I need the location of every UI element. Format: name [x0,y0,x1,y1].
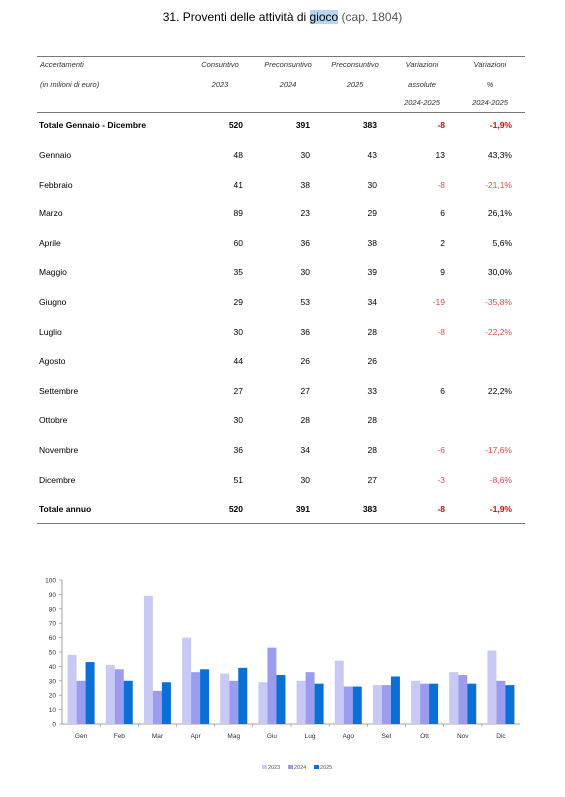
cell-v2025: 38 [367,238,377,248]
bar-2023-Dic [487,651,496,724]
bar-2023-Mar [144,596,153,724]
bar-2025-Giu [276,675,285,724]
row-label: Aprile [39,238,61,248]
header-preconsuntivo-2024: Preconsuntivo [264,60,312,69]
cell-abs: -8 [437,327,445,337]
cell-abs: 13 [435,150,445,160]
x-tick-label: Ott [420,733,429,740]
cell-pct: -35,8% [485,297,512,307]
cell-v2023: 48 [233,150,243,160]
legend-label-2025: 2025 [320,765,333,771]
x-tick-label: Feb [113,733,125,740]
y-tick-label: 0 [52,721,56,729]
row-label: Novembre [39,445,79,455]
bar-2024-Set [382,685,391,724]
bar-2025-Apr [200,669,209,724]
cell-pct: 43,3% [487,150,512,160]
page-title [0,10,565,24]
cell-v2023: 35 [233,267,243,277]
row-label: Giugno [39,297,67,307]
bar-chart [0,570,565,797]
cell-pct: -8,6% [489,475,512,485]
table-row [37,150,525,164]
x-tick-label: Lug [304,733,316,740]
bar-2024-Nov [458,675,467,724]
cell-abs: -8 [437,504,445,514]
bar-2024-Mag [229,681,238,724]
row-label: Maggio [39,267,67,277]
row-label: Ottobre [39,415,68,425]
legend-label-2024: 2024 [294,765,307,771]
bar-2024-Mar [153,691,162,724]
bar-2023-Giu [258,682,267,724]
bar-2025-Mar [162,682,171,724]
x-tick-label: Dic [496,733,506,740]
row-label: Marzo [39,208,63,218]
legend-label-2023: 2023 [268,765,281,771]
y-tick-label: 80 [48,606,56,614]
row-label: Totale annuo [39,504,92,514]
bar-2025-Dic [505,685,514,724]
cell-v2023: 89 [233,208,243,218]
bar-2023-Feb [106,665,115,724]
bar-2023-Set [373,685,382,724]
cell-v2024: 30 [300,475,310,485]
x-tick-label: Nov [456,733,469,740]
cell-abs: -8 [437,120,445,130]
legend-swatch-2025 [314,765,319,769]
bar-2024-Ott [420,684,429,724]
header-2025: 2025 [346,80,364,89]
bar-2024-Lug [306,672,315,724]
cell-v2024: 391 [295,504,310,514]
table-row [37,238,525,252]
header-pct-period: 2024-2025 [472,98,508,107]
table-row [37,180,525,194]
y-tick-label: 70 [48,620,56,628]
cell-v2025: 27 [367,475,377,485]
header-variazioni-pct: Variazioni [473,60,507,69]
table-row [37,356,525,370]
cell-v2023: 27 [233,386,243,396]
cell-pct: 26,1% [487,208,512,218]
cell-v2024: 26 [300,356,310,366]
header-2024: 2024 [279,80,297,89]
row-label: Dicembre [39,475,76,485]
cell-v2025: 29 [367,208,377,218]
cell-v2025: 28 [367,445,377,455]
row-label: Gennaio [39,150,72,160]
table-row [37,327,525,341]
cell-abs: 2 [440,238,445,248]
bar-2024-Gen [77,681,86,724]
header-unit: (in milioni di euro) [40,80,100,89]
cell-v2024: 30 [300,267,310,277]
title-text: 31. Proventi delle attività di [162,10,307,24]
cell-pct: 5,6% [492,238,512,248]
y-tick-label: 50 [48,649,56,657]
cell-v2024: 30 [300,150,310,160]
y-tick-label: 10 [48,707,56,715]
cell-v2024: 53 [300,297,310,307]
header-accertamenti: Accertamenti [40,60,84,69]
y-tick-label: 30 [48,678,56,686]
y-tick-label: 60 [48,635,56,643]
header-preconsuntivo-2025: Preconsuntivo [331,60,379,69]
bar-2023-Gen [68,655,77,724]
cell-abs: 6 [440,386,445,396]
title-highlight: gioco [309,10,339,24]
cell-abs: 6 [440,208,445,218]
x-tick-label: Set [381,733,392,740]
bar-2024-Dic [496,681,505,724]
row-label: Febbraio [39,180,73,190]
bar-2023-Ago [335,661,344,724]
cell-v2025: 26 [367,356,377,366]
cell-v2024: 38 [300,180,310,190]
bar-2025-Ago [353,687,362,724]
row-label: Agosto [39,356,66,366]
table-header-rule [37,112,525,113]
cell-v2025: 383 [362,504,377,514]
cell-v2025: 28 [367,415,377,425]
bar-2023-Lug [297,681,306,724]
header-pct: % [486,80,494,89]
bar-2025-Feb [124,681,133,724]
cell-v2023: 29 [233,297,243,307]
row-label: Totale Gennaio - Dicembre [39,120,147,130]
bar-2023-Nov [449,672,458,724]
title-chapter: (cap. 1804) [341,10,403,24]
x-tick-label: Ago [342,733,355,740]
cell-v2023: 520 [228,120,243,130]
bar-2025-Mag [238,668,247,724]
table-top-rule [37,56,525,57]
table-row [37,475,525,489]
cell-v2025: 383 [362,120,377,130]
y-tick-label: 90 [48,591,56,599]
table-row [37,120,525,134]
cell-v2023: 44 [233,356,243,366]
bar-2023-Apr [182,638,191,724]
cell-v2025: 43 [367,150,377,160]
cell-v2023: 520 [228,504,243,514]
cell-pct: -1,9% [489,504,512,514]
cell-v2024: 34 [300,445,310,455]
cell-v2025: 39 [367,267,377,277]
bar-2025-Lug [315,684,324,724]
bar-2025-Nov [467,684,476,724]
x-tick-label: Gen [74,733,88,740]
cell-v2024: 36 [300,238,310,248]
y-tick-label: 20 [48,692,56,700]
bar-2024-Ago [344,687,353,724]
cell-v2025: 30 [367,180,377,190]
table-row [37,415,525,429]
table-row [37,386,525,400]
cell-v2024: 36 [300,327,310,337]
header-consuntivo: Consuntivo [201,60,239,69]
cell-abs: -3 [437,475,445,485]
row-label: Luglio [39,327,62,337]
header-assolute: assolute [408,80,436,89]
x-tick-label: Giu [266,733,277,740]
cell-abs: 9 [440,267,445,277]
cell-v2024: 23 [300,208,310,218]
header-2023: 2023 [211,80,229,89]
bar-2024-Giu [267,648,276,724]
cell-pct: -17,6% [485,445,512,455]
cell-abs: -6 [437,445,445,455]
legend-swatch-2023 [262,765,267,769]
legend-swatch-2024 [288,765,293,769]
cell-v2023: 30 [233,327,243,337]
cell-pct: 22,2% [487,386,512,396]
table-row [37,504,525,518]
cell-v2023: 60 [233,238,243,248]
bar-2025-Gen [86,662,95,724]
x-tick-label: Mag [227,733,241,740]
cell-pct: 30,0% [487,267,512,277]
header-assolute-period: 2024-2025 [404,98,440,107]
cell-v2025: 34 [367,297,377,307]
y-tick-label: 40 [48,663,56,671]
cell-v2023: 41 [233,180,243,190]
x-tick-label: Mar [151,733,164,740]
bar-2024-Apr [191,672,200,724]
bar-2023-Ott [411,681,420,724]
cell-v2024: 28 [300,415,310,425]
bar-2025-Set [391,676,400,724]
cell-abs: -8 [437,180,445,190]
table-row [37,445,525,459]
table-row [37,267,525,281]
table-row [37,297,525,311]
cell-v2023: 30 [233,415,243,425]
cell-v2025: 28 [367,327,377,337]
bar-2024-Feb [115,669,124,724]
cell-v2024: 27 [300,386,310,396]
cell-pct: -22,2% [485,327,512,337]
table-bottom-rule [37,523,525,524]
cell-pct: -21,1% [485,180,512,190]
bar-2023-Mag [220,674,229,724]
cell-abs: -19 [432,297,445,307]
row-label: Settembre [39,386,79,396]
header-variazioni-assolute: Variazioni [405,60,439,69]
cell-v2023: 36 [233,445,243,455]
cell-v2025: 33 [367,386,377,396]
cell-v2024: 391 [295,120,310,130]
x-tick-label: Apr [190,733,201,740]
table-row [37,208,525,222]
cell-pct: -1,9% [489,120,512,130]
bar-2025-Ott [429,684,438,724]
y-tick-label: 100 [45,577,56,585]
cell-v2023: 51 [233,475,243,485]
